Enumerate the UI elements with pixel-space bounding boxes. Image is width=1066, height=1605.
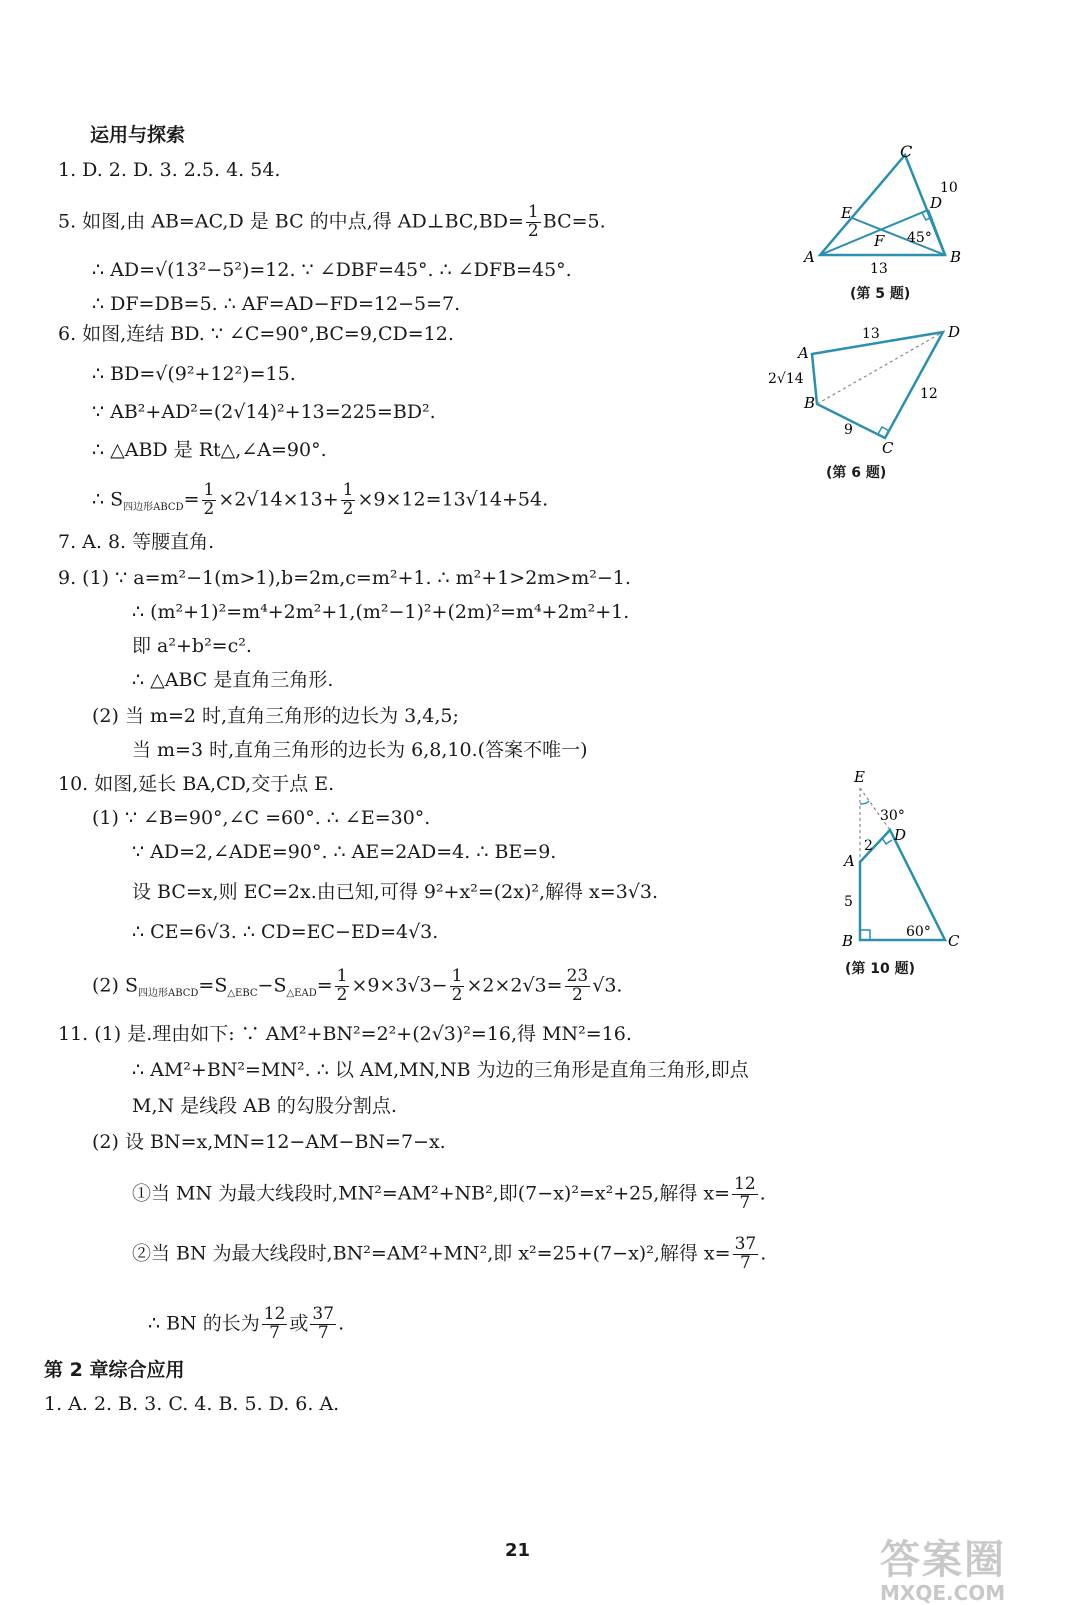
answer-9-line-6: 当 m=3 时,直角三角形的边长为 6,8,10.(答案不唯一) (132, 739, 588, 761)
answer-10-line-6: (2) $S_{四边形ABCD}=S_{\triangle EBC}-S_{\triangle EAD}=$ $\frac{1}{2}$ ×9×3√3− $\frac{1}{2}$ ×2×2√3= $\frac{23}{2}$ √3. (92, 966, 623, 1005)
label-d: D (894, 826, 907, 844)
label-45: 45° (907, 230, 932, 246)
answer-10-line-4: 设 BC=x,则 EC=2x.由已知,可得 9²+x²=(2x)²,解得 x=3√3. (132, 881, 659, 903)
label-2r14: 2√14 (768, 371, 804, 387)
caption-fig10: (第 10 题) (845, 961, 916, 977)
answer-11-line-5: ①当 MN 为最大线段时,MN²=AM²+NB²,即(7−x)²=x²+25,解得 x= $\frac{12}{7}$ . (132, 1174, 766, 1213)
answer-5-line-1: 5. 如图,由 AB=AC,D 是 BC 的中点,得 AD⊥BC,BD= $\frac{1}{2}$ BC=5. (58, 202, 606, 241)
fraction: $\frac{1}{2}$ (527, 202, 539, 241)
answer-5-line-3: ∴ DF=DB=5. ∴ AF=AD−FD=12−5=7. (92, 293, 461, 315)
label-10: 10 (940, 180, 958, 196)
answer-6-line-4: ∴ △ABD 是 Rt△,∠A=90°. (92, 439, 327, 461)
answer-11-line-7: ∴ BN 的长为 $\frac{12}{7}$ 或 $\frac{37}{7}$ . (148, 1304, 345, 1343)
caption-fig6: (第 6 题) (826, 465, 887, 481)
label-e: E (841, 204, 852, 222)
answer-11-line-3: M,N 是线段 AB 的勾股分割点. (132, 1095, 397, 1117)
right-angle-d (882, 838, 892, 844)
answer-5-line-2: ∴ AD=√(13²−5²)=12. ∵ ∠DBF=45°. ∴ ∠DFB=45°. (92, 259, 572, 281)
label-12: 12 (920, 386, 938, 402)
label-13: 13 (862, 326, 880, 342)
figure-10 (830, 768, 980, 963)
answer-9-line-5: (2) 当 m=2 时,直角三角形的边长为 3,4,5; (92, 705, 459, 727)
section-title-2: 第 2 章综合应用 (44, 1359, 185, 1381)
label-f: F (874, 232, 885, 250)
label-a: A (798, 344, 809, 362)
answer-line-ch2: 1. A. 2. B. 3. C. 4. B. 5. D. 6. A. (44, 1393, 340, 1415)
label-9: 9 (844, 422, 853, 438)
figure-10-drawing (830, 768, 980, 958)
answer-10-line-3: ∵ AD=2,∠ADE=90°. ∴ AE=2AD=4. ∴ BE=9. (132, 841, 557, 863)
answer-10-line-5: ∴ CE=6√3. ∴ CD=EC−ED=4√3. (132, 921, 439, 943)
label-5: 5 (844, 894, 853, 910)
label-13: 13 (870, 261, 888, 277)
answer-line-1: 1. D. 2. D. 3. 2.5. 4. 54. (58, 159, 281, 181)
label-b: B (842, 932, 854, 950)
answer-10-line-1: 10. 如图,延长 BA,CD,交于点 E. (58, 773, 335, 795)
page-number: 21 (505, 1540, 531, 1561)
answer-11-line-1: 11. (1) 是.理由如下: ∵ AM²+BN²=2²+(2√3)²=16,得 MN²=16. (58, 1023, 632, 1045)
quadrilateral-abcd (812, 332, 943, 438)
right-angle-b (860, 930, 870, 940)
answer-6-line-1: 6. 如图,连结 BD. ∵ ∠C=90°,BC=9,CD=12. (58, 323, 454, 345)
label-30: 30° (880, 808, 905, 824)
answer-9-line-4: ∴ △ABC 是直角三角形. (132, 669, 334, 691)
answer-9-line-1: 9. (1) ∵ a=m²−1(m>1),b=2m,c=m²+1. ∴ m²+1>2m>m²−1. (58, 567, 631, 589)
answer-6-line-2: ∴ BD=√(9²+12²)=15. (92, 363, 296, 385)
label-e: E (854, 768, 865, 786)
caption-fig5: (第 5 题) (850, 286, 911, 302)
watermark-logo-text: 答案圈 (880, 1537, 1006, 1583)
label-60: 60° (906, 924, 931, 940)
watermark-url: MXQE.COM (880, 1581, 1006, 1605)
label-b: B (804, 394, 816, 412)
label-c: C (948, 932, 960, 950)
answer-9-line-3: 即 a²+b²=c². (132, 635, 252, 657)
label-c: C (900, 142, 913, 161)
label-a: A (844, 852, 855, 870)
label-c: C (882, 439, 894, 457)
answer-9-line-2: ∴ (m²+1)²=m⁴+2m²+1,(m²−1)²+(2m)²=m⁴+2m²+1. (132, 601, 630, 623)
figure-5-drawing (800, 140, 970, 277)
answer-11-line-6: ②当 BN 为最大线段时,BN²=AM²+MN²,即 x²=25+(7−x)²,解得 x= $\frac{37}{7}$ . (132, 1234, 767, 1273)
answer-10-line-2: (1) ∵ ∠B=90°,∠C =60°. ∴ ∠E=30°. (92, 807, 431, 829)
answer-11-line-4: (2) 设 BN=x,MN=12−AM−BN=7−x. (92, 1131, 446, 1153)
answer-11-line-2: ∴ AM²+BN²=MN². ∴ 以 AM,MN,NB 为边的三角形是直角三角形,即点 (132, 1059, 749, 1081)
label-d: D (930, 194, 943, 212)
figure-6 (760, 320, 990, 465)
angle-arc-e (860, 801, 869, 804)
answer-6-line-3: ∵ AB²+AD²=(2√14)²+13=225=BD². (92, 401, 436, 423)
label-2: 2 (864, 838, 873, 854)
answer-6-line-5: ∴ $S_{四边形ABCD}=$ $\frac{1}{2}$ ×2√14×13+ $\frac{1}{2}$ ×9×12=13√14+54. (92, 480, 549, 519)
figure-5 (800, 140, 970, 275)
answer-7-8: 7. A. 8. 等腰直角. (58, 531, 215, 553)
label-a: A (804, 248, 815, 266)
figure-6-drawing (760, 320, 990, 460)
section-title: 运用与探索 (90, 124, 186, 146)
label-b: B (950, 248, 962, 266)
label-d: D (948, 323, 961, 341)
watermark (880, 1538, 1006, 1604)
